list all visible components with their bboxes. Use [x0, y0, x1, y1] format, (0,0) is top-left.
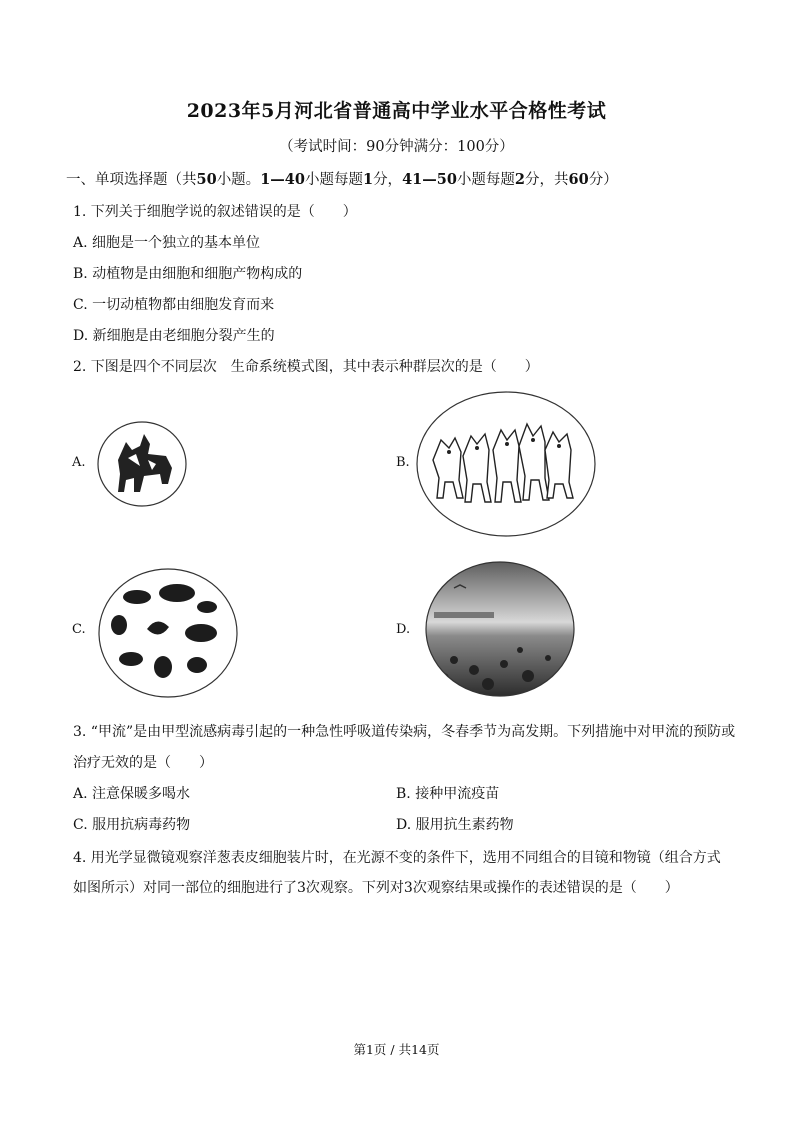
- q1-option-b: B. 动植物是由细胞和细胞产物构成的: [73, 266, 303, 282]
- q1-stem: 1. 下列关于细胞学说的叙述错误的是（ ）: [73, 204, 357, 220]
- q1-option-d: D. 新细胞是由老细胞分裂产生的: [73, 328, 275, 344]
- section-count: 50: [196, 171, 217, 188]
- q3-option-a: A. 注意保暖多喝水: [73, 786, 191, 802]
- q4-stem-line-1: 4. 用光学显微镜观察洋葱表皮细胞装片时，在光源不变的条件下，选用不同组合的目镜和物镜（组合方式: [73, 850, 721, 866]
- section-text-7: 分）: [588, 172, 618, 188]
- section-range-2: 41—50: [402, 171, 457, 188]
- q2-option-d-label: D.: [396, 622, 411, 637]
- q2-stem: 2. 下图是四个不同层次 生命系统模式图，其中表示种群层次的是（ ）: [73, 359, 539, 375]
- section-text-2: 小题。: [216, 172, 261, 188]
- section-range-1: 1—40: [260, 171, 305, 188]
- q3-option-b: B. 接种甲流疫苗: [396, 786, 500, 802]
- section-text-6: 分，共: [525, 172, 569, 188]
- q3-option-c: C. 服用抗病毒药物: [73, 817, 191, 833]
- animal-community-figure: [97, 567, 239, 699]
- section-text-3: 小题每题: [304, 172, 363, 188]
- exam-subtitle: （考试时间：90分钟满分：100分）: [279, 139, 514, 155]
- section-header: [66, 168, 618, 189]
- section-text-1: 一、单项选择题（共: [66, 172, 197, 188]
- page-footer: 第1页 / 共14页: [353, 1042, 440, 1057]
- exam-title: 2023年5月河北省普通高中学业水平合格性考试: [186, 100, 607, 122]
- section-text-4: 分，: [373, 172, 403, 188]
- single-wolf-figure: [96, 420, 188, 508]
- q1-option-a: A. 细胞是一个独立的基本单位: [73, 235, 261, 251]
- wolf-pack-figure: [415, 390, 597, 538]
- q3-stem-line-2: 治疗无效的是（ ）: [73, 755, 213, 771]
- section-text-5: 小题每题: [456, 172, 515, 188]
- q3-option-d: D. 服用抗生素药物: [396, 817, 514, 833]
- ecosystem-shore-figure: [424, 560, 576, 698]
- q2-option-b-label: B.: [396, 455, 410, 470]
- q3-stem-line-1: 3. “甲流”是由甲型流感病毒引起的一种急性呼吸道传染病，冬春季节为高发期。下列措施中对甲流的预防或: [73, 724, 736, 740]
- q4-stem-line-2: 如图所示）对同一部位的细胞进行了3次观察。下列对3次观察结果或操作的表述错误的是（ ）: [73, 880, 679, 896]
- section-points-1: 1: [362, 171, 374, 188]
- q1-option-c: C. 一切动植物都由细胞发育而来: [73, 297, 275, 313]
- q2-option-c-label: C.: [72, 622, 86, 637]
- section-total: 60: [568, 171, 589, 188]
- section-points-2: 2: [514, 171, 526, 188]
- q2-option-a-label: A.: [72, 455, 86, 470]
- shore-scene-icon: [424, 560, 576, 698]
